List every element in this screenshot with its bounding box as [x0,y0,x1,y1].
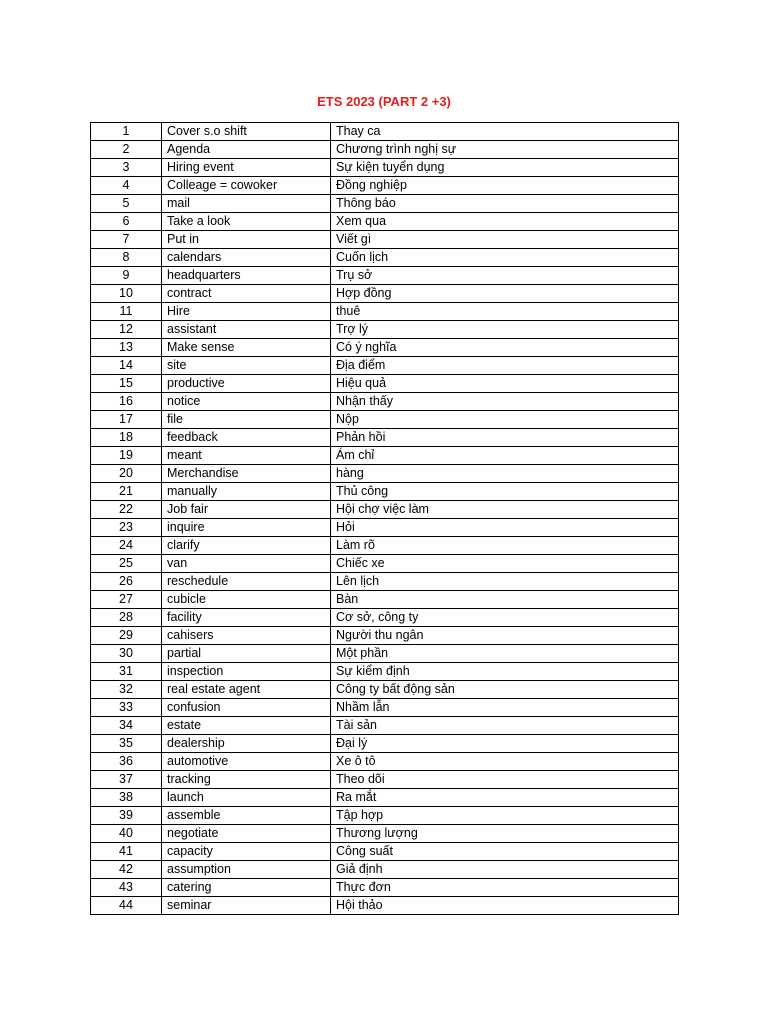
row-number-cell: 21 [91,483,162,501]
vietnamese-meaning-cell: Thương lượng [331,825,679,843]
vietnamese-meaning-cell: Hỏi [331,519,679,537]
table-row [91,753,679,771]
row-number-cell: 38 [91,789,162,807]
english-term-cell: feedback [162,429,331,447]
vietnamese-meaning-cell: Chiếc xe [331,555,679,573]
english-term-cell: Put in [162,231,331,249]
table-row [91,699,679,717]
table-row [91,465,679,483]
row-number-cell: 14 [91,357,162,375]
table-row [91,285,679,303]
table-row [91,177,679,195]
vietnamese-meaning-cell: Đại lý [331,735,679,753]
table-row [91,555,679,573]
english-term-cell: launch [162,789,331,807]
vietnamese-meaning-cell: Thay ca [331,123,679,141]
table-row [91,645,679,663]
vietnamese-meaning-cell: Trợ lý [331,321,679,339]
row-number-cell: 31 [91,663,162,681]
vietnamese-meaning-cell: Người thu ngân [331,627,679,645]
vietnamese-meaning-cell: Một phần [331,645,679,663]
table-row [91,807,679,825]
vietnamese-meaning-cell: Nộp [331,411,679,429]
vietnamese-meaning-cell: Sự kiểm định [331,663,679,681]
english-term-cell: clarify [162,537,331,555]
english-term-cell: cahisers [162,627,331,645]
english-term-cell: Merchandise [162,465,331,483]
row-number-cell: 34 [91,717,162,735]
english-term-cell: Take a look [162,213,331,231]
row-number-cell: 22 [91,501,162,519]
row-number-cell: 9 [91,267,162,285]
table-row [91,537,679,555]
row-number-cell: 20 [91,465,162,483]
row-number-cell: 16 [91,393,162,411]
table-row [91,519,679,537]
english-term-cell: calendars [162,249,331,267]
english-term-cell: negotiate [162,825,331,843]
english-term-cell: facility [162,609,331,627]
row-number-cell: 15 [91,375,162,393]
table-row [91,789,679,807]
vocabulary-table-body [91,123,679,915]
english-term-cell: tracking [162,771,331,789]
english-term-cell: confusion [162,699,331,717]
table-row [91,411,679,429]
table-row [91,213,679,231]
english-term-cell: reschedule [162,573,331,591]
english-term-cell: inspection [162,663,331,681]
english-term-cell: Colleage = cowoker [162,177,331,195]
table-row [91,771,679,789]
row-number-cell: 3 [91,159,162,177]
vietnamese-meaning-cell: Giả định [331,861,679,879]
row-number-cell: 41 [91,843,162,861]
row-number-cell: 8 [91,249,162,267]
row-number-cell: 5 [91,195,162,213]
vocabulary-table [90,122,679,915]
row-number-cell: 11 [91,303,162,321]
row-number-cell: 18 [91,429,162,447]
english-term-cell: mail [162,195,331,213]
vietnamese-meaning-cell: Phản hồi [331,429,679,447]
row-number-cell: 32 [91,681,162,699]
vietnamese-meaning-cell: hàng [331,465,679,483]
row-number-cell: 7 [91,231,162,249]
table-row [91,195,679,213]
table-row [91,159,679,177]
english-term-cell: Agenda [162,141,331,159]
row-number-cell: 36 [91,753,162,771]
english-term-cell: assumption [162,861,331,879]
english-term-cell: Make sense [162,339,331,357]
row-number-cell: 17 [91,411,162,429]
table-row [91,249,679,267]
vietnamese-meaning-cell: Nhầm lẫn [331,699,679,717]
table-row [91,591,679,609]
english-term-cell: file [162,411,331,429]
row-number-cell: 10 [91,285,162,303]
vietnamese-meaning-cell: Viết gì [331,231,679,249]
row-number-cell: 28 [91,609,162,627]
document-title: ETS 2023 (PART 2 +3) [317,94,451,109]
vietnamese-meaning-cell: Trụ sở [331,267,679,285]
english-term-cell: estate [162,717,331,735]
row-number-cell: 40 [91,825,162,843]
table-row [91,321,679,339]
table-row [91,375,679,393]
table-row [91,663,679,681]
english-term-cell: headquarters [162,267,331,285]
table-row [91,339,679,357]
row-number-cell: 4 [91,177,162,195]
vietnamese-meaning-cell: Hiệu quả [331,375,679,393]
vietnamese-meaning-cell: Lên lịch [331,573,679,591]
table-row [91,303,679,321]
english-term-cell: assistant [162,321,331,339]
vietnamese-meaning-cell: thuê [331,303,679,321]
vietnamese-meaning-cell: Địa điểm [331,357,679,375]
table-row [91,447,679,465]
table-row [91,861,679,879]
row-number-cell: 29 [91,627,162,645]
english-term-cell: cubicle [162,591,331,609]
english-term-cell: productive [162,375,331,393]
row-number-cell: 13 [91,339,162,357]
english-term-cell: Hiring event [162,159,331,177]
table-row [91,717,679,735]
vietnamese-meaning-cell: Thông báo [331,195,679,213]
table-row [91,231,679,249]
vietnamese-meaning-cell: Có ý nghĩa [331,339,679,357]
vietnamese-meaning-cell: Cuốn lịch [331,249,679,267]
english-term-cell: contract [162,285,331,303]
vietnamese-meaning-cell: Hội chợ việc làm [331,501,679,519]
vietnamese-meaning-cell: Xe ô tô [331,753,679,771]
vietnamese-meaning-cell: Theo dõi [331,771,679,789]
vietnamese-meaning-cell: Hợp đồng [331,285,679,303]
vietnamese-meaning-cell: Làm rõ [331,537,679,555]
table-row [91,483,679,501]
row-number-cell: 43 [91,879,162,897]
english-term-cell: partial [162,645,331,663]
table-row [91,897,679,915]
row-number-cell: 23 [91,519,162,537]
vietnamese-meaning-cell: Hội thảo [331,897,679,915]
row-number-cell: 2 [91,141,162,159]
table-row [91,429,679,447]
table-row [91,681,679,699]
table-row [91,627,679,645]
row-number-cell: 35 [91,735,162,753]
english-term-cell: Job fair [162,501,331,519]
row-number-cell: 12 [91,321,162,339]
table-row [91,609,679,627]
table-row [91,825,679,843]
english-term-cell: notice [162,393,331,411]
table-row [91,573,679,591]
row-number-cell: 37 [91,771,162,789]
vietnamese-meaning-cell: Thực đơn [331,879,679,897]
row-number-cell: 24 [91,537,162,555]
vietnamese-meaning-cell: Ra mắt [331,789,679,807]
vietnamese-meaning-cell: Sự kiện tuyển dụng [331,159,679,177]
row-number-cell: 30 [91,645,162,663]
english-term-cell: manually [162,483,331,501]
table-row [91,735,679,753]
vietnamese-meaning-cell: Cơ sở, công ty [331,609,679,627]
table-row [91,393,679,411]
english-term-cell: Cover s.o shift [162,123,331,141]
vietnamese-meaning-cell: Ám chỉ [331,447,679,465]
vietnamese-meaning-cell: Bàn [331,591,679,609]
vietnamese-meaning-cell: Thủ công [331,483,679,501]
table-row [91,879,679,897]
english-term-cell: Hire [162,303,331,321]
english-term-cell: site [162,357,331,375]
row-number-cell: 19 [91,447,162,465]
row-number-cell: 27 [91,591,162,609]
table-row [91,267,679,285]
vietnamese-meaning-cell: Công ty bất động sản [331,681,679,699]
vietnamese-meaning-cell: Chương trình nghị sự [331,141,679,159]
english-term-cell: seminar [162,897,331,915]
english-term-cell: catering [162,879,331,897]
vietnamese-meaning-cell: Công suất [331,843,679,861]
table-row [91,843,679,861]
english-term-cell: meant [162,447,331,465]
vietnamese-meaning-cell: Tài sản [331,717,679,735]
english-term-cell: real estate agent [162,681,331,699]
vietnamese-meaning-cell: Xem qua [331,213,679,231]
english-term-cell: automotive [162,753,331,771]
english-term-cell: capacity [162,843,331,861]
row-number-cell: 39 [91,807,162,825]
vietnamese-meaning-cell: Tập hợp [331,807,679,825]
row-number-cell: 44 [91,897,162,915]
english-term-cell: dealership [162,735,331,753]
vietnamese-meaning-cell: Đồng nghiệp [331,177,679,195]
row-number-cell: 26 [91,573,162,591]
row-number-cell: 33 [91,699,162,717]
row-number-cell: 25 [91,555,162,573]
vietnamese-meaning-cell: Nhận thấy [331,393,679,411]
row-number-cell: 1 [91,123,162,141]
table-row [91,357,679,375]
row-number-cell: 6 [91,213,162,231]
english-term-cell: van [162,555,331,573]
table-row [91,501,679,519]
english-term-cell: inquire [162,519,331,537]
table-row [91,123,679,141]
table-row [91,141,679,159]
row-number-cell: 42 [91,861,162,879]
english-term-cell: assemble [162,807,331,825]
